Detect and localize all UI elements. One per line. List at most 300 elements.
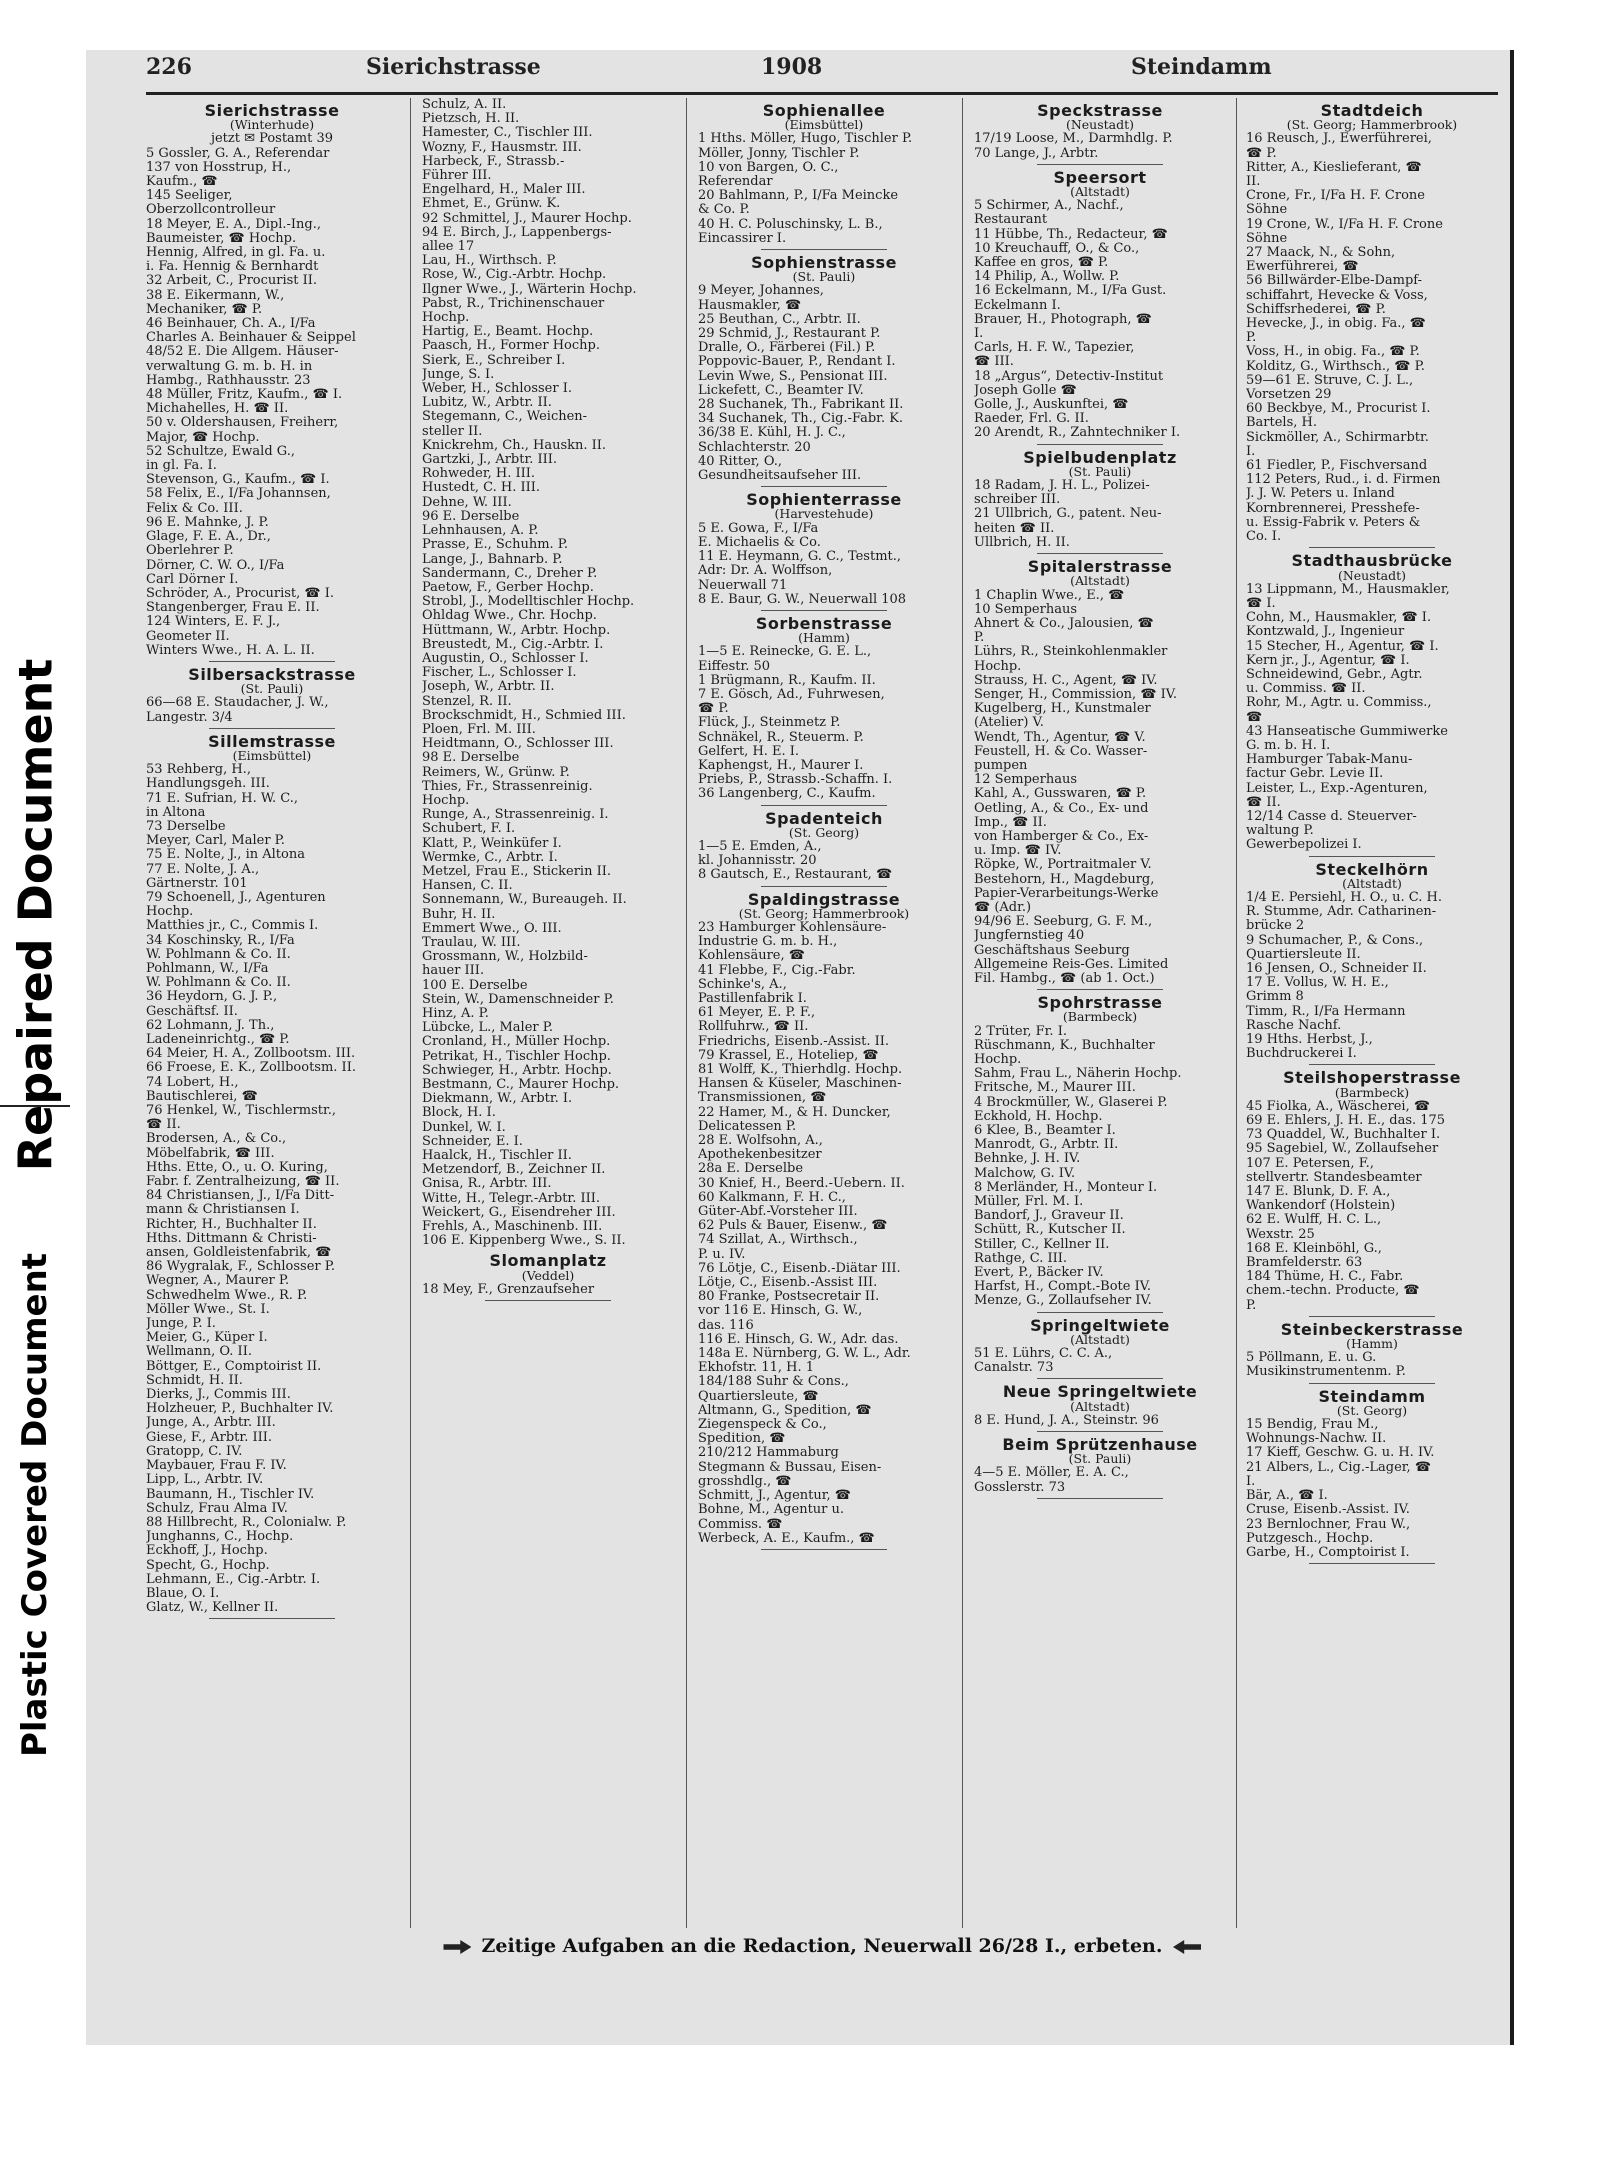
street-section	[698, 889, 950, 1550]
entry-line: 62 E. Wulff, H. C. L.,	[1246, 1213, 1382, 1228]
street-name: Silbersackstrasse	[188, 664, 356, 684]
district-name: (St. Georg; Hammerbrook)	[738, 905, 910, 921]
street-name: Steindamm	[1318, 1386, 1426, 1406]
entry-line: 69 E. Ehlers, J. H. E., das. 175	[1246, 1114, 1446, 1129]
street-name: Sophienstrasse	[751, 253, 897, 273]
entry-line: Engelhard, H., Maler III.	[422, 183, 586, 198]
street-section	[698, 613, 950, 806]
street-name: Neue Springeltwiete	[1002, 1382, 1198, 1402]
entry-line: Kern jr., J., Agentur, ☎ I.	[1246, 653, 1410, 668]
entry-line: P.	[974, 631, 985, 646]
entry-line: Cronland, H., Müller Hochp.	[422, 1035, 611, 1050]
entry-line: Dehne, W. III.	[422, 495, 512, 510]
street-name: Steilshoperstrasse	[1283, 1068, 1461, 1088]
street-section	[974, 1315, 1226, 1380]
entry-line: Hochp.	[146, 905, 194, 920]
entry-line: Eckhold, H. Hochp.	[974, 1109, 1103, 1124]
entry-line: Wankendorf (Holstein)	[1246, 1199, 1396, 1214]
entry-line: allee 17	[422, 240, 475, 255]
entry-line: 20 Arendt, R., Zahntechniker I.	[974, 426, 1181, 441]
entry-line: Paetow, F., Gerber Hochp.	[422, 580, 594, 595]
entry-line: Bohne, M., Agentur u.	[698, 1503, 845, 1518]
entry-line: Pietzsch, H. II.	[422, 112, 520, 127]
entry-line: 18 Radam, J. H. L., Polizei-	[974, 479, 1150, 494]
section-divider	[761, 1549, 887, 1550]
entry-line: Co. I.	[1246, 530, 1282, 545]
section-divider	[761, 249, 887, 250]
entry-line: 18 Meyer, E. A., Dipl.-Ing.,	[146, 217, 321, 232]
entry-line: Imp., ☎ II.	[974, 815, 1047, 830]
entry-line: 25 Beuthan, C., Arbtr. II.	[698, 312, 861, 327]
entry-line: Sandermann, C., Dreher P.	[422, 566, 598, 581]
entry-line: Block, H. I.	[422, 1106, 496, 1121]
street-name: Spaldingstrasse	[747, 889, 901, 909]
entry-line: 18 Mey, F., Grenzaufseher	[422, 1282, 595, 1297]
entry-line: Handlungsgeh. III.	[146, 777, 270, 792]
entry-line: Joseph Golle ☎	[974, 383, 1077, 398]
entry-line: Kornbrennerei, Presshefe-	[1246, 501, 1420, 516]
district-name: (Veddel)	[521, 1267, 575, 1283]
entry-line: 17/19 Loose, M., Darmhdlg. P.	[974, 132, 1173, 147]
header-left-title: Sierichstrasse	[366, 54, 541, 80]
entry-line: 48 Müller, Fritz, Kaufm., ☎ I.	[146, 388, 343, 403]
district-name: (St. Pauli)	[1068, 463, 1132, 479]
entry-line: 94 E. Birch, J., Lappenbergs-	[422, 225, 612, 240]
entry-line: 14 Philip, A., Wollw. P.	[974, 270, 1120, 285]
entry-line: brücke 2	[1246, 919, 1305, 934]
street-section	[1246, 1068, 1498, 1316]
section-divider	[1037, 444, 1163, 445]
entry-line: Hths. Dittmann & Christi-	[146, 1231, 317, 1246]
entry-line: pumpen	[974, 758, 1028, 773]
entry-line: Weickert, G., Eisendreher III.	[422, 1205, 616, 1220]
entry-line: ☎ P.	[1246, 146, 1277, 161]
entry-line: Dunkel, W. I.	[422, 1120, 506, 1135]
entry-line: 45 Fiolka, A., Wäscherei, ☎	[1246, 1099, 1431, 1114]
entry-line: 21 Ullbrich, G., patent. Neu-	[974, 507, 1162, 522]
entry-line: Kontzwald, J., Ingenieur	[1246, 625, 1405, 640]
entry-line: 23 Hamburger Kohlensäure-	[698, 920, 887, 935]
entry-line: Buchdruckerei I.	[1246, 1047, 1357, 1062]
entry-line: Kahl, A., Gusswaren, ☎ P.	[974, 787, 1147, 802]
section-divider	[1037, 1312, 1163, 1313]
entry-line: Menze, G., Zollaufseher IV.	[974, 1294, 1152, 1309]
entry-line: 74 Szillat, A., Wirthsch.,	[698, 1233, 858, 1248]
entry-line: Hochp.	[422, 311, 470, 326]
entry-line: Putzgesch., Hochp.	[1246, 1531, 1374, 1546]
entry-line: Schröder, A., Procurist, ☎ I.	[146, 586, 335, 601]
entry-line: Cruse, Eisenb.-Assist. IV.	[1246, 1503, 1410, 1518]
entry-line: Fischer, L., Schlosser I.	[422, 666, 577, 681]
entry-line: Adr: Dr. A. Wolffson,	[698, 564, 833, 579]
entry-line: Maybauer, Frau F. IV.	[146, 1459, 287, 1474]
district-name: (Altstadt)	[1070, 1331, 1130, 1347]
district-name: (Harvestehude)	[774, 506, 874, 522]
entry-line: P.	[1246, 1298, 1257, 1313]
entry-line: Evert, P., Bäcker IV.	[974, 1266, 1104, 1281]
entry-line: Harfst, H., Compt.-Bote IV.	[974, 1280, 1151, 1295]
entry-line: 81 Wolff, K., Thierhdlg. Hochp.	[698, 1063, 903, 1077]
street-name: Beim Sprützenhause	[1002, 1435, 1198, 1455]
plastic-covered-document-label: Plastic Covered Document	[15, 1252, 56, 1758]
street-name: Stadthausbrücke	[1291, 551, 1453, 571]
entry-line: 48/52 E. Die Allgem. Häuser-	[146, 345, 339, 360]
street-section	[698, 808, 950, 887]
section-divider	[1309, 1383, 1435, 1384]
entry-line: 28 Suchanek, Th., Fabrikant II.	[698, 398, 904, 413]
entry-line: Schneider, E. I.	[422, 1134, 523, 1149]
entry-line: R. Stumme, Adr. Catharinen-	[1246, 905, 1437, 920]
entry-line: Bär, A., ☎ I.	[1246, 1489, 1328, 1504]
entry-line: Hansen, C. II.	[422, 879, 513, 894]
entry-line: 28a E. Derselbe	[698, 1162, 804, 1177]
entry-line: 5 E. Gowa, F., I/Fa	[698, 521, 819, 536]
entry-line: Grimm 8	[1246, 990, 1304, 1005]
entry-line: Runge, A., Strassenreinig. I.	[422, 808, 609, 823]
entry-line: Ekhofstr. 11, H. 1	[698, 1361, 815, 1376]
entry-line: Delicatessen P.	[698, 1119, 797, 1134]
entry-line: 10 Semperhaus	[974, 602, 1077, 617]
entry-line: Junge, S. I.	[422, 367, 495, 382]
entry-line: 8 E. Baur, G. W., Neuerwall 108	[698, 592, 907, 607]
entry-line: 66—68 E. Staudacher, J. W.,	[146, 696, 329, 711]
entry-line: Malchow, G. IV.	[974, 1166, 1076, 1181]
entry-line: Wohnungs-Nachw. II.	[1246, 1432, 1387, 1447]
entry-line: Gratopp, C. IV.	[146, 1444, 243, 1459]
entry-line: Altmann, G., Spedition, ☎	[698, 1403, 872, 1418]
entry-line: Möller, Jonny, Tischler P.	[698, 146, 860, 161]
entry-line: Behnke, J. H. IV.	[974, 1152, 1081, 1167]
entry-line: Feustell, H. & Co. Wasser-	[974, 744, 1148, 759]
entry-line: W. Pohlmann & Co. II.	[146, 947, 291, 962]
entry-line: Gärtnerstr. 101	[146, 876, 248, 891]
entry-line: Eincassirer I.	[698, 231, 787, 246]
entry-line: I.	[974, 327, 984, 342]
entry-line: 15 Stecher, H., Agentur, ☎ I.	[1246, 639, 1439, 654]
section-divider	[761, 886, 887, 887]
street-section	[974, 1382, 1226, 1432]
district-name: (Hamm)	[798, 630, 850, 646]
column-rule	[410, 98, 411, 1928]
street-section	[698, 490, 950, 611]
entry-line: Kaufm., ☎	[146, 175, 218, 190]
entry-line: Hansen & Küseler, Maschinen-	[698, 1077, 902, 1092]
entry-line: Diekmann, W., Arbtr. I.	[422, 1092, 573, 1107]
entry-line: 38 E. Eikermann, W.,	[146, 288, 285, 303]
entry-line: Mechaniker, ☎ P.	[146, 302, 263, 317]
column-rule	[962, 98, 963, 1928]
entry-line: Referendar	[698, 175, 773, 190]
district-name: (St. Georg; Hammerbrook)	[1286, 117, 1458, 133]
entry-line: Golle, J., Auskunftei, ☎	[974, 398, 1129, 413]
section-divider	[209, 661, 335, 662]
entry-line: Müller, Frl. M. I.	[974, 1195, 1084, 1210]
entry-line: heiten ☎ II.	[974, 521, 1055, 536]
section-divider	[1037, 164, 1163, 165]
entry-line: Haalck, H., Tischler II.	[422, 1149, 572, 1164]
entry-line: 4 Brockmüller, W., Glaserei P.	[974, 1095, 1168, 1110]
entry-line: 30 Knief, H., Beerd.-Uebern. II.	[698, 1176, 905, 1191]
entry-line: 32 Arbeit, C., Procurist II.	[146, 274, 318, 289]
entry-line: 100 E. Derselbe	[422, 978, 528, 993]
entry-line: Brockschmidt, H., Schmied III.	[422, 708, 626, 723]
entry-line: Heidtmann, O., Schlosser III.	[422, 737, 614, 752]
entry-line: Wozny, F., Hausmstr. III.	[422, 140, 582, 155]
entry-line: 34 Suchanek, Th., Cig.-Fabr. K.	[698, 412, 904, 427]
section-divider	[1037, 1378, 1163, 1379]
entry-line: Baumann, H., Tischler IV.	[146, 1487, 315, 1502]
running-header	[146, 52, 1498, 95]
entry-line: 88 Hillbrecht, R., Colonialw. P.	[146, 1515, 347, 1530]
entry-line: Transmissionen, ☎	[698, 1091, 827, 1106]
entry-line: Bautischlerei, ☎	[146, 1089, 258, 1104]
entry-line: Schulz, A. II.	[422, 98, 507, 112]
section-divider	[209, 728, 335, 729]
entry-line: Commiss. ☎	[698, 1517, 783, 1532]
entry-line: stellvertr. Standesbeamter	[1246, 1170, 1422, 1185]
entry-line: 8 Merländer, H., Monteur I.	[974, 1180, 1158, 1195]
entry-line: Reimers, W., Grünw. P.	[422, 765, 570, 780]
street-name: Sorbenstrasse	[755, 613, 893, 633]
street-name: Speersort	[1053, 167, 1147, 187]
entry-line: Strobl, J., Modelltischler Hochp.	[422, 595, 635, 610]
entry-line: 52 Schultze, Ewald G.,	[146, 444, 295, 459]
entry-line: Schwedhelm Wwe., R. P.	[146, 1288, 308, 1303]
entry-line: 62 Lohmann, J. Th.,	[146, 1018, 275, 1033]
entry-line: Traulau, W. III.	[422, 935, 521, 950]
entry-line: P.	[1246, 331, 1257, 346]
entry-line: ☎ II.	[146, 1118, 181, 1133]
entry-line: Rüschmann, K., Buchhalter	[974, 1038, 1155, 1053]
entry-line: Gnisa, R., Arbtr. III.	[422, 1177, 552, 1192]
entry-line: 1—5 E. Reinecke, G. E. L.,	[698, 645, 872, 660]
entry-line: Winters Wwe., H. A. L. II.	[146, 643, 315, 658]
entry-line: 71 E. Sufrian, H. W. C.,	[146, 791, 298, 806]
entry-line: von Hamberger & Co., Ex-	[974, 829, 1149, 844]
street-section	[422, 98, 674, 1248]
entry-line: Oberzollcontrolleur	[146, 203, 276, 218]
entry-line: Prasse, E., Schuhm. P.	[422, 538, 569, 553]
sidebar-labels	[0, 0, 70, 2177]
entry-line: Gelfert, H. E. I.	[698, 744, 800, 759]
street-section	[422, 1251, 674, 1301]
entry-line: 19 Crone, W., I/Fa H. F. Crone	[1246, 217, 1443, 232]
street-section	[1246, 101, 1498, 548]
street-section	[974, 167, 1226, 445]
entry-line: 70 Lange, J., Arbtr.	[974, 146, 1099, 161]
entry-line: Friedrichs, Eisenb.-Assist. II.	[698, 1034, 890, 1049]
entry-line: Wellmann, O. II.	[146, 1345, 252, 1360]
entry-line: 18 „Argus“, Detectiv-Institut	[974, 369, 1164, 384]
street-section	[1246, 1319, 1498, 1384]
street-name: Stadtdeich	[1320, 101, 1424, 120]
entry-line: Lickefett, C., Beamter IV.	[698, 383, 864, 398]
entry-line: Charles A. Beinhauer & Seippel	[146, 331, 356, 346]
entry-line: Joseph, W., Arbtr. II.	[422, 680, 555, 695]
entry-line: (Atelier) V.	[974, 716, 1044, 731]
entry-line: Bandorf, J., Graveur II.	[974, 1209, 1124, 1224]
entry-line: Lange, J., Bahnarb. P.	[422, 552, 563, 567]
entry-line: 23 Bernlochner, Frau W.,	[1246, 1517, 1411, 1532]
entry-line: 10 von Bargen, O. C.,	[698, 160, 839, 175]
entry-line: Gartzki, J., Arbtr. III.	[422, 453, 558, 468]
entry-line: Eiffestr. 50	[698, 659, 771, 674]
entry-line: Sierk, E., Schreiber I.	[422, 353, 566, 368]
entry-line: verwaltung G. m. b. H. in	[146, 359, 313, 374]
entry-line: Wermke, C., Arbtr. I.	[422, 850, 558, 865]
street-name: Sophienallee	[762, 101, 886, 120]
entry-line: schiffahrt, Hevecke & Voss,	[1246, 288, 1428, 303]
entry-line: 36 Langenberg, C., Kaufm.	[698, 787, 876, 802]
entry-line: 16 Reusch, J., Ewerführerei,	[1246, 132, 1432, 147]
entry-line: mann & Christiansen I.	[146, 1203, 300, 1218]
entry-line: 1 Hths. Möller, Hugo, Tischler P.	[698, 132, 913, 147]
entry-line: Geschäftshaus Seeburg	[974, 943, 1130, 958]
entry-line: 112 Peters, Rud., i. d. Firmen	[1246, 473, 1441, 488]
entry-line: Stiller, C., Kellner II.	[974, 1237, 1110, 1252]
entry-line: Baumeister, ☎ Hochp.	[146, 231, 297, 246]
entry-line: Söhne	[1246, 231, 1288, 246]
entry-line: Glage, F. E. A., Dr.,	[146, 530, 271, 545]
entry-line: Ladeneinrichtg., ☎ P.	[146, 1033, 290, 1047]
entry-line: Carl Dörner I.	[146, 572, 239, 587]
entry-line: Hartig, E., Beamt. Hochp.	[422, 325, 594, 340]
entry-line: 148a E. Nürnberg, G. W. L., Adr.	[698, 1347, 911, 1362]
column-3	[698, 98, 950, 1933]
entry-line: Gosslerstr. 73	[974, 1480, 1066, 1495]
entry-line: Crone, Fr., I/Fa H. F. Crone	[1246, 189, 1425, 204]
entry-line: Schwieger, H., Arbtr. Hochp.	[422, 1063, 612, 1078]
column-1	[146, 98, 398, 1933]
district-name: (St. Pauli)	[792, 269, 856, 285]
entry-line: 66 Froese, E. K., Zollbootsm. II.	[146, 1061, 356, 1076]
entry-line: Lötje, C., Eisenb.-Assist III.	[698, 1276, 878, 1291]
entry-line: 92 Schmittel, J., Maurer Hochp.	[422, 211, 632, 226]
entry-line: Jungfernstieg 40	[974, 929, 1085, 944]
entry-line: 73 Quaddel, W., Buchhalter I.	[1246, 1128, 1441, 1143]
entry-line: Langestr. 3/4	[146, 710, 233, 725]
footer-notice	[146, 1935, 1498, 1957]
entry-line: Pohlmann, W., I/Fa	[146, 961, 269, 976]
entry-line: Raeder, Frl. G. II.	[974, 412, 1089, 427]
entry-line: 98 E. Derselbe	[422, 751, 520, 766]
entry-line: u. Commiss. ☎ II.	[1246, 682, 1366, 697]
entry-line: Fil. Hambg., ☎ (ab 1. Oct.)	[974, 971, 1155, 986]
entry-line: Giese, F., Arbtr. III.	[146, 1430, 272, 1445]
entry-line: Hochp.	[974, 1053, 1022, 1067]
entry-line: Voss, H., in obig. Fa., ☎ P.	[1246, 345, 1420, 360]
entry-line: 95 Sagebiel, W., Zollaufseher	[1246, 1142, 1439, 1157]
entry-line: 36/38 E. Kühl, H. J. C.,	[698, 426, 846, 441]
entry-line: Schulz, Frau Alma IV.	[146, 1501, 288, 1516]
entry-line: Junge, A., Arbtr. III.	[146, 1416, 276, 1431]
entry-line: 59—61 E. Struve, C. J. L.,	[1246, 373, 1414, 388]
section-divider	[1309, 1316, 1435, 1317]
entry-line: Cohn, M., Hausmakler, ☎ I.	[1246, 611, 1432, 626]
entry-line: Brodersen, A., & Co.,	[146, 1132, 287, 1147]
entry-line: 40 Ritter, O.,	[698, 454, 782, 469]
entry-line: 74 Lobert, H.,	[146, 1075, 239, 1090]
entry-line: 76 Lötje, C., Eisenb.-Diätar III.	[698, 1261, 901, 1276]
entry-line: Schiffsrhederei, ☎ P.	[1246, 302, 1386, 317]
entry-line: Michahelles, H. ☎ II.	[146, 402, 289, 417]
section-divider	[761, 486, 887, 487]
entry-line: 46 Beinhauer, Ch. A., I/Fa	[146, 317, 316, 332]
entry-line: Söhne	[1246, 203, 1288, 218]
entry-line: Schlachterstr. 20	[698, 440, 811, 455]
street-section	[146, 101, 398, 662]
section-divider	[761, 610, 887, 611]
entry-line: Gewerbepolizei I.	[1246, 838, 1362, 853]
district-name: (Neustadt)	[1065, 117, 1135, 133]
entry-line: Richter, H., Buchhalter II.	[146, 1217, 317, 1232]
column-5	[1246, 98, 1498, 1933]
entry-line: 5 Pöllmann, E. u. G.	[1246, 1351, 1377, 1366]
entry-line: Güter-Abf.-Vorsteher III.	[698, 1205, 858, 1220]
entry-line: 76 Henkel, W., Tischlermstr.,	[146, 1104, 337, 1119]
section-divider	[1037, 1431, 1163, 1432]
entry-line: Grossmann, W., Holzbild-	[422, 950, 588, 965]
entry-line: 75 E. Nolte, J., in Altona	[146, 848, 305, 863]
entry-line: kl. Johannisstr. 20	[698, 854, 817, 869]
entry-line: in gl. Fa. I.	[146, 459, 217, 474]
entry-line: 27 Maack, N., & Sohn,	[1246, 246, 1396, 261]
entry-line: 184/188 Suhr & Cons.,	[698, 1375, 849, 1390]
entry-line: 43 Hanseatische Gummiwerke	[1246, 724, 1448, 739]
entry-line: J. J. W. Peters u. Inland	[1246, 487, 1395, 502]
column-rule	[686, 98, 687, 1928]
entry-line: Metzel, Frau E., Stickerin II.	[422, 864, 611, 879]
street-section	[698, 101, 950, 250]
entry-line: 80 Franke, Postsecretair II.	[698, 1290, 880, 1305]
entry-line: 184 Thüme, H. C., Fabr.	[1246, 1270, 1404, 1285]
entry-line: 9 Schumacher, P., & Cons.,	[1246, 933, 1424, 948]
entry-line: 147 E. Blunk, D. F. A.,	[1246, 1185, 1391, 1200]
entry-line: Lipp, L., Arbtr. IV.	[146, 1473, 264, 1488]
entry-line: Spedition, ☎	[698, 1432, 786, 1447]
entry-line: II.	[1246, 175, 1261, 190]
entry-line: Sickmöller, A., Schirmarbtr.	[1246, 430, 1429, 445]
entry-line: 64 Meier, H. A., Zollbootsm. III.	[146, 1047, 356, 1062]
section-divider	[1037, 989, 1163, 990]
entry-line: Bartels, H.	[1246, 416, 1317, 431]
entry-line: waltung P.	[1246, 824, 1314, 839]
entry-line: Oetling, A., & Co., Ex- und	[974, 801, 1149, 816]
entry-line: Restaurant	[974, 213, 1048, 228]
entry-line: Führer III.	[422, 169, 492, 184]
street-name: Spitalerstrasse	[1027, 557, 1173, 577]
entry-line: ☎ P.	[698, 702, 729, 717]
entry-line: 22 Hamer, M., & H. Duncker,	[698, 1105, 891, 1120]
entry-line: Meier, G., Küper I.	[146, 1331, 268, 1346]
entry-line: 28 E. Wolfsohn, A.,	[698, 1134, 823, 1149]
entry-line: Harbeck, F., Strassb.-	[422, 154, 565, 169]
street-section	[1246, 1386, 1498, 1564]
entry-line: Wendt, Th., Agentur, ☎ V.	[974, 730, 1146, 745]
entry-line: 107 E. Petersen, F.,	[1246, 1156, 1374, 1171]
header-right-title: Steindamm	[1131, 54, 1272, 80]
entry-line: W. Pohlmann & Co. II.	[146, 976, 291, 991]
entry-line: Böttger, E., Comptoirist II.	[146, 1359, 322, 1374]
entry-line: Carls, H. F. W., Tapezier,	[974, 341, 1135, 356]
street-name: Steckelhörn	[1315, 859, 1429, 879]
entry-line: Strauss, H. C., Agent, ☎ IV.	[974, 673, 1158, 688]
entry-line: G. m. b. H. I.	[1246, 738, 1331, 753]
district-name: (Winterhude)	[229, 117, 315, 133]
entry-line: Kugelberg, H., Kunstmaler	[974, 702, 1151, 717]
entry-line: Musikinstrumentenm. P.	[1246, 1365, 1406, 1380]
entry-line: 16 Jensen, O., Schneider II.	[1246, 961, 1427, 976]
